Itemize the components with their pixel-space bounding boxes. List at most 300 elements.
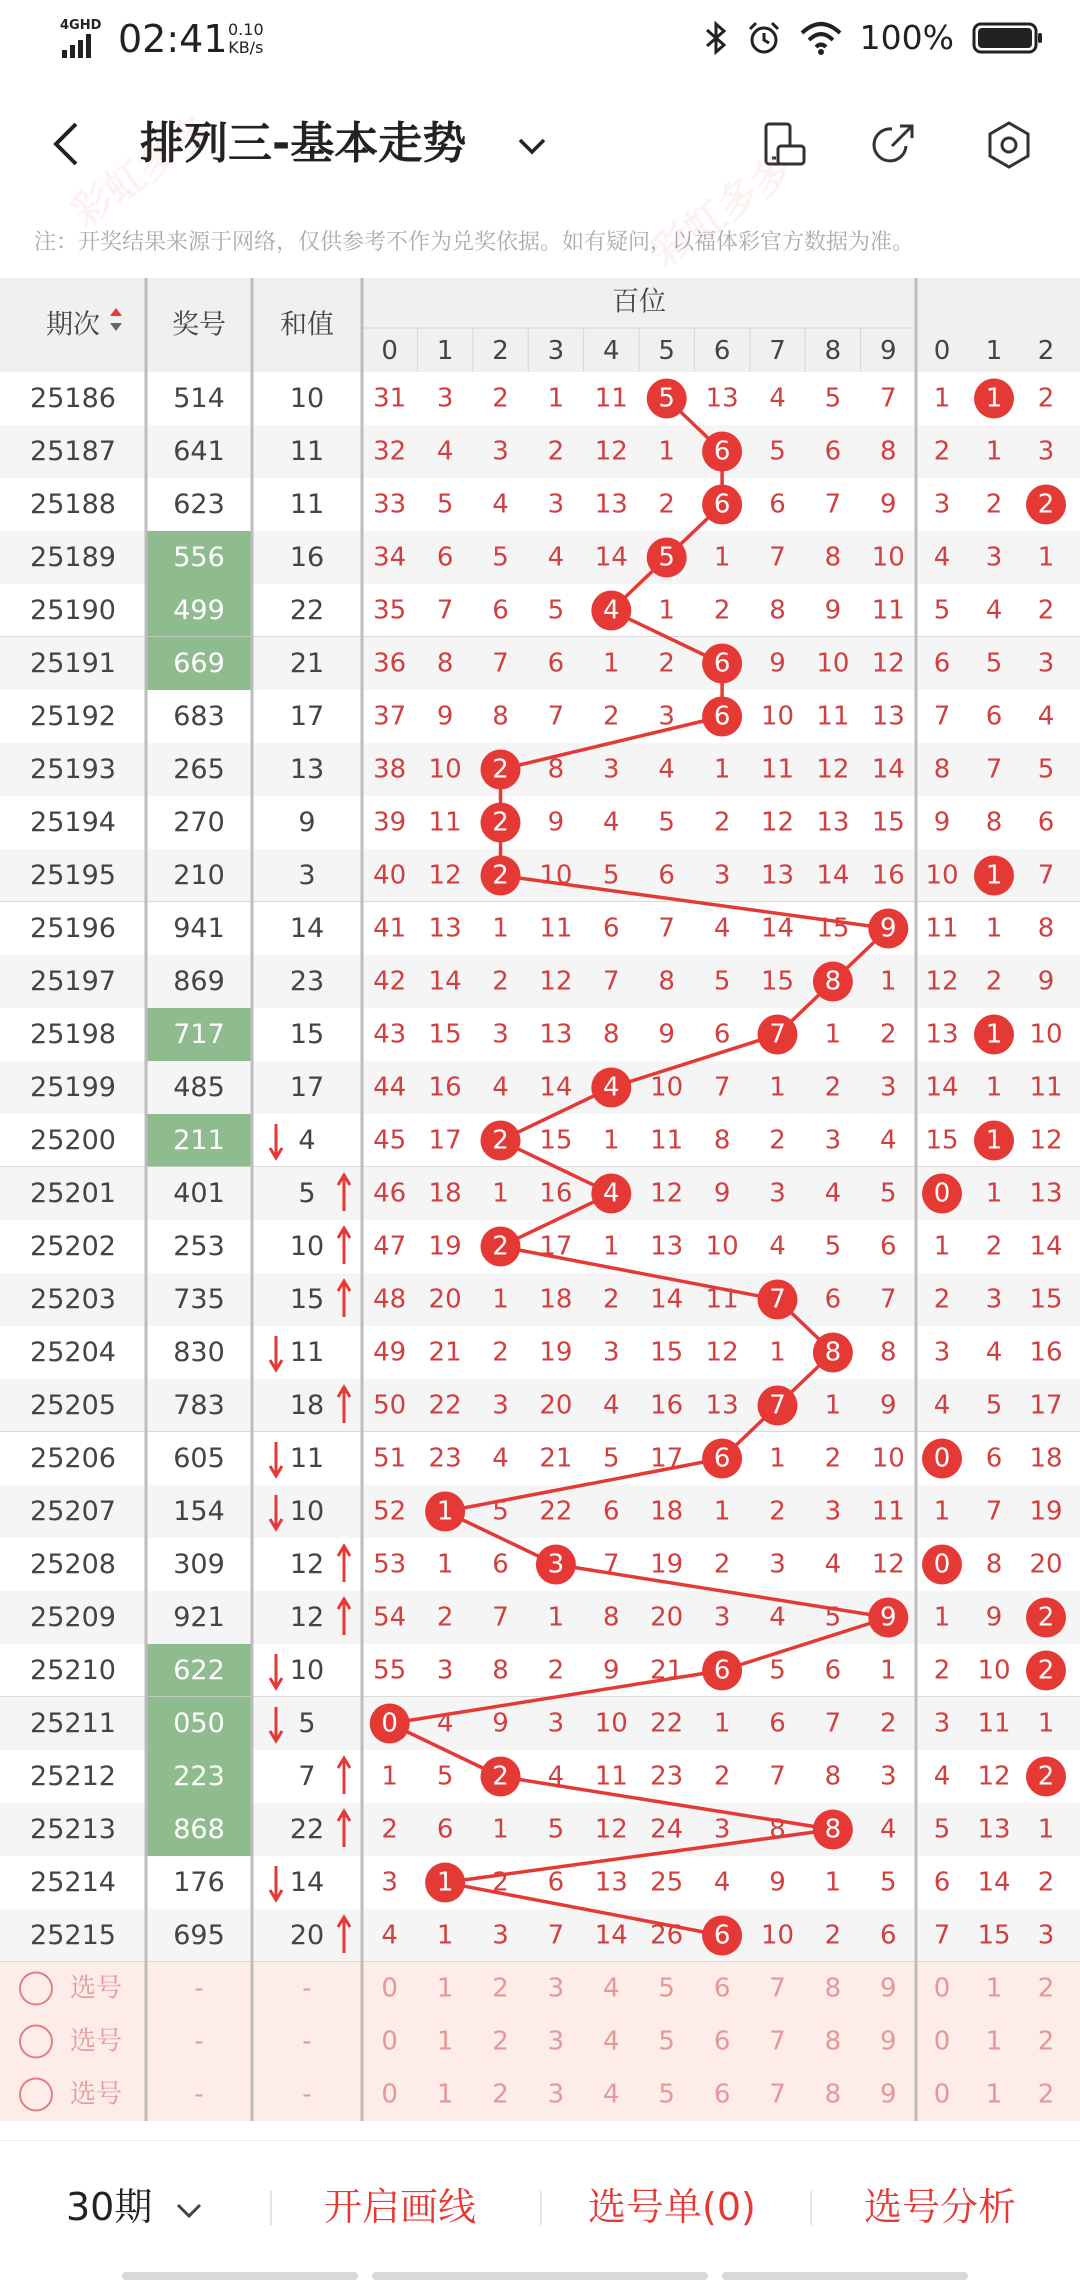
select-digit[interactable]: 1: [436, 2026, 454, 2057]
header-digit: 6: [713, 336, 731, 366]
miss-count: 7: [436, 595, 454, 626]
miss-count: 19: [650, 1549, 684, 1580]
miss-count: 9: [603, 1655, 620, 1686]
select-digit[interactable]: 5: [658, 1973, 675, 2004]
miss-count: 7: [824, 489, 842, 520]
period-cell: 25204: [30, 1337, 116, 1368]
miss-count: 6: [603, 913, 620, 944]
table-header: [0, 278, 1080, 372]
select-digit[interactable]: 7: [769, 1973, 786, 2004]
number-cell: 154: [173, 1496, 225, 1527]
select-tens-digit[interactable]: 0: [933, 1973, 951, 2004]
miss-count: 16: [871, 860, 905, 891]
select-digit[interactable]: 2: [492, 2079, 509, 2110]
bluetooth-icon: [704, 20, 728, 56]
miss-count: 13: [594, 489, 628, 520]
miss-count: 44: [373, 1072, 407, 1103]
miss-count: 1: [603, 1231, 620, 1262]
tens-miss-count: 4: [933, 542, 951, 573]
miss-count: 3: [824, 1496, 842, 1527]
number-cell: 830: [173, 1337, 225, 1368]
select-digit[interactable]: 9: [880, 2079, 897, 2110]
miss-count: 9: [436, 701, 454, 732]
sum-cell: 11: [289, 1337, 325, 1368]
select-row: [0, 1962, 1080, 2015]
tens-miss-count: 11: [1029, 1072, 1063, 1103]
miss-count: 11: [650, 1125, 684, 1156]
miss-count: 2: [547, 436, 565, 467]
select-digit[interactable]: 9: [880, 2026, 897, 2057]
tens-hit-digit: 0: [933, 1549, 951, 1580]
select-digit[interactable]: 2: [492, 2026, 509, 2057]
miss-count: 4: [880, 1814, 897, 1845]
sum-cell: 11: [289, 436, 325, 467]
miss-count: 3: [658, 701, 675, 732]
number-cell: 265: [173, 754, 225, 785]
share-icon[interactable]: [868, 120, 918, 170]
number-cell: 401: [173, 1178, 225, 1209]
number-cell: 669: [173, 648, 225, 679]
tens-miss-count: 10: [977, 1655, 1011, 1686]
select-digit[interactable]: 1: [436, 2079, 454, 2110]
miss-count: 10: [871, 1443, 905, 1474]
select-digit[interactable]: 4: [603, 2079, 620, 2110]
header-number: 奖号: [172, 309, 226, 341]
miss-count: 5: [603, 1443, 620, 1474]
select-digit[interactable]: 5: [658, 2026, 675, 2057]
miss-count: 5: [547, 595, 565, 626]
status-bar: [0, 0, 1080, 84]
select-digit[interactable]: 0: [381, 2079, 398, 2110]
period-cell: 25187: [30, 436, 116, 467]
tens-miss-count: 6: [933, 648, 951, 679]
miss-count: 34: [373, 542, 407, 573]
select-digit[interactable]: 0: [381, 2026, 398, 2057]
miss-count: 5: [880, 1178, 897, 1209]
number-cell: 210: [173, 860, 225, 891]
select-digit[interactable]: 8: [824, 2079, 842, 2110]
hit-digit: 2: [492, 1125, 509, 1156]
tens-miss-count: 12: [977, 1761, 1011, 1792]
sum-cell: 10: [289, 1231, 325, 1262]
select-sum: -: [302, 2026, 312, 2057]
miss-count: 7: [658, 913, 675, 944]
select-tens-digit[interactable]: 2: [1037, 1973, 1055, 2004]
miss-count: 4: [492, 1072, 509, 1103]
period-cell: 25195: [30, 860, 116, 891]
period-cell: 25198: [30, 1019, 116, 1050]
tens-miss-count: 7: [1037, 860, 1055, 891]
divider: [270, 2191, 272, 2225]
select-digit[interactable]: 9: [880, 1973, 897, 2004]
miss-count: 3: [880, 1761, 897, 1792]
miss-count: 6: [658, 860, 675, 891]
period-cell: 25197: [30, 966, 116, 997]
miss-count: 47: [373, 1231, 407, 1262]
select-digit[interactable]: 1: [436, 1973, 454, 2004]
select-tens-digit[interactable]: 1: [985, 2079, 1003, 2110]
miss-count: 10: [760, 701, 795, 732]
hit-digit: 6: [713, 436, 731, 467]
miss-count: 7: [880, 1284, 897, 1315]
sum-cell: 16: [289, 542, 325, 573]
select-digit[interactable]: 3: [547, 2026, 565, 2057]
miss-count: 2: [436, 1602, 454, 1633]
number-cell: 783: [173, 1390, 225, 1421]
miss-count: 1: [713, 1496, 731, 1527]
miss-count: 3: [492, 436, 509, 467]
tens-miss-count: 11: [925, 913, 959, 944]
tens-miss-count: 20: [1029, 1549, 1063, 1580]
sum-cell: 22: [289, 1814, 325, 1845]
miss-count: 5: [880, 1867, 897, 1898]
select-row: [0, 2068, 1080, 2121]
miss-count: 1: [436, 1920, 454, 1951]
select-tens-digit[interactable]: 2: [1037, 2026, 1055, 2057]
select-tens-digit[interactable]: 2: [1037, 2079, 1055, 2110]
select-digit[interactable]: 0: [381, 1973, 398, 2004]
tens-miss-count: 2: [1037, 383, 1055, 414]
back-arrow-icon[interactable]: [46, 120, 94, 168]
miss-count: 20: [428, 1284, 462, 1315]
hit-digit: 9: [880, 913, 897, 944]
miss-count: 3: [769, 1178, 786, 1209]
miss-count: 40: [373, 860, 407, 891]
table-row: [0, 372, 1080, 425]
miss-count: 3: [603, 1337, 620, 1368]
miss-count: 12: [594, 1814, 628, 1845]
tens-miss-count: 9: [1037, 966, 1055, 997]
miss-count: 6: [880, 1231, 897, 1262]
number-cell: 623: [173, 489, 225, 520]
miss-count: 12: [871, 648, 905, 679]
tens-miss-count: 4: [985, 595, 1003, 626]
tens-miss-count: 10: [925, 860, 959, 891]
select-row: [0, 2015, 1080, 2068]
select-digit[interactable]: 5: [658, 2079, 675, 2110]
miss-count: 12: [760, 807, 795, 838]
miss-count: 16: [650, 1390, 684, 1421]
select-tens-digit[interactable]: 0: [933, 2026, 951, 2057]
period-cell: 25186: [30, 383, 116, 414]
tens-miss-count: 3: [985, 1284, 1003, 1315]
miss-count: 43: [373, 1019, 407, 1050]
hit-digit: 2: [492, 1231, 509, 1262]
bottom-toolbar: [0, 2140, 1080, 2280]
miss-count: 13: [650, 1231, 684, 1262]
period-cell: 25215: [30, 1920, 116, 1951]
miss-count: 21: [428, 1337, 462, 1368]
sum-cell: 14: [289, 1867, 325, 1898]
hit-digit: 8: [824, 966, 842, 997]
miss-count: 6: [824, 1655, 842, 1686]
period-selector[interactable]: [66, 2181, 204, 2233]
tens-miss-count: 1: [933, 1496, 951, 1527]
period-cell: 25209: [30, 1602, 116, 1633]
select-digit[interactable]: 6: [713, 1973, 731, 2004]
miss-count: 1: [824, 1390, 842, 1421]
tens-miss-count: 3: [933, 1337, 951, 1368]
period-cell: 25210: [30, 1655, 116, 1686]
miss-count: 6: [492, 1549, 509, 1580]
select-tens-digit[interactable]: 1: [985, 2026, 1003, 2057]
number-cell: 717: [173, 1019, 225, 1050]
tens-miss-count: 16: [1029, 1337, 1063, 1368]
number-cell: 514: [173, 383, 225, 414]
tens-hit-digit: 1: [985, 1125, 1003, 1156]
header-digit: 8: [824, 336, 842, 366]
tens-miss-count: 5: [933, 595, 951, 626]
select-digit[interactable]: 7: [769, 2079, 786, 2110]
sum-cell: 18: [289, 1390, 325, 1421]
selection-list-button[interactable]: 选号单(0): [588, 2185, 756, 2229]
number-cell: 309: [173, 1549, 225, 1580]
tens-miss-count: 11: [977, 1708, 1011, 1739]
hit-digit: 8: [824, 1814, 842, 1845]
miss-count: 4: [824, 1549, 842, 1580]
miss-count: 9: [547, 807, 565, 838]
hit-digit: 6: [713, 1443, 731, 1474]
period-cell: 25213: [30, 1814, 116, 1845]
sum-cell: 4: [298, 1125, 316, 1156]
miss-count: 20: [650, 1602, 684, 1633]
miss-count: 9: [658, 1019, 675, 1050]
select-digit[interactable]: 8: [824, 2026, 842, 2057]
miss-count: 1: [547, 383, 565, 414]
miss-count: 2: [824, 1920, 842, 1951]
period-cell: 25190: [30, 595, 116, 626]
select-digit[interactable]: 3: [547, 2079, 565, 2110]
tens-miss-count: 8: [985, 807, 1003, 838]
tens-miss-count: 2: [933, 1284, 951, 1315]
miss-count: 2: [492, 1337, 509, 1368]
miss-count: 10: [760, 1920, 795, 1951]
table-row: [0, 1909, 1080, 1962]
miss-count: 48: [373, 1284, 407, 1315]
select-sum: -: [302, 1973, 312, 2004]
tens-miss-count: 1: [985, 436, 1003, 467]
network-speed: [228, 21, 264, 57]
miss-count: 8: [492, 701, 509, 732]
tens-miss-count: 1: [985, 1178, 1003, 1209]
select-digit[interactable]: 3: [547, 1973, 565, 2004]
tens-hit-digit: 2: [1037, 1761, 1055, 1792]
miss-count: 15: [650, 1337, 684, 1368]
miss-count: 8: [824, 1761, 842, 1792]
miss-count: 52: [373, 1496, 407, 1527]
number-cell: 485: [173, 1072, 225, 1103]
hit-digit: 6: [713, 1920, 731, 1951]
hit-digit: 1: [436, 1496, 454, 1527]
tens-miss-count: 10: [1029, 1019, 1063, 1050]
miss-count: 17: [428, 1125, 462, 1156]
miss-count: 10: [650, 1072, 684, 1103]
miss-count: 13: [760, 860, 795, 891]
tens-miss-count: 6: [985, 701, 1003, 732]
miss-count: 4: [769, 1231, 786, 1262]
tens-miss-count: 3: [933, 1708, 951, 1739]
sum-cell: 5: [298, 1708, 316, 1739]
table-row: [0, 425, 1080, 478]
tens-miss-count: 8: [985, 1549, 1003, 1580]
miss-count: 2: [880, 1708, 897, 1739]
number-cell: 921: [173, 1602, 225, 1633]
hit-digit: 3: [547, 1549, 565, 1580]
miss-count: 6: [547, 1867, 565, 1898]
miss-count: 7: [492, 1602, 509, 1633]
period-cell: 25211: [30, 1708, 116, 1739]
tens-hit-digit: 2: [1037, 1655, 1055, 1686]
miss-count: 4: [769, 383, 786, 414]
select-digit[interactable]: 2: [492, 1973, 509, 2004]
hit-digit: 2: [492, 1761, 509, 1792]
tens-miss-count: 3: [985, 542, 1003, 573]
miss-count: 10: [594, 1708, 628, 1739]
hit-digit: 7: [769, 1019, 786, 1050]
miss-count: 5: [492, 542, 509, 573]
miss-count: 1: [658, 595, 675, 626]
table-row: [0, 1591, 1080, 1644]
miss-count: 2: [381, 1814, 398, 1845]
miss-count: 2: [547, 1655, 565, 1686]
draw-line-button[interactable]: 开启画线: [324, 2185, 477, 2229]
hit-digit: 2: [492, 860, 509, 891]
miss-count: 2: [769, 1496, 786, 1527]
miss-count: 4: [658, 754, 675, 785]
miss-count: 2: [603, 701, 620, 732]
miss-count: 6: [547, 648, 565, 679]
sum-cell: 3: [298, 860, 316, 891]
miss-count: 13: [705, 383, 739, 414]
select-digit[interactable]: 6: [713, 2026, 731, 2057]
miss-count: 6: [492, 595, 509, 626]
sum-cell: 17: [289, 701, 325, 732]
select-label: 选号: [69, 2079, 123, 2110]
miss-count: 1: [658, 436, 675, 467]
miss-count: 18: [539, 1284, 573, 1315]
miss-count: 55: [373, 1655, 407, 1686]
period-cell: 25205: [30, 1390, 116, 1421]
miss-count: 19: [428, 1231, 462, 1262]
tens-miss-count: 4: [933, 1761, 951, 1792]
select-digit[interactable]: 4: [603, 2026, 620, 2057]
miss-count: 10: [871, 542, 905, 573]
miss-count: 2: [713, 1761, 731, 1792]
miss-count: 9: [880, 489, 897, 520]
miss-count: 8: [824, 542, 842, 573]
header-hundreds: 百位: [612, 286, 666, 318]
hit-digit: 4: [603, 1072, 620, 1103]
sum-cell: 11: [289, 1443, 325, 1474]
miss-count: 11: [816, 701, 850, 732]
miss-count: 17: [650, 1443, 684, 1474]
miss-count: 1: [713, 542, 731, 573]
hit-digit: 0: [381, 1708, 398, 1739]
tens-miss-count: 2: [985, 489, 1003, 520]
header-sum: 和值: [280, 309, 334, 341]
select-digit[interactable]: 7: [769, 2026, 786, 2057]
miss-count: 51: [373, 1443, 407, 1474]
miss-count: 14: [650, 1284, 684, 1315]
miss-count: 5: [436, 1761, 454, 1792]
disclaimer-notice: 注：开奖结果来源于网络，仅供参考不作为兑奖依据。如有疑问，以福体彩官方数据为准。: [34, 230, 915, 255]
miss-count: 10: [816, 648, 850, 679]
miss-count: 35: [373, 595, 407, 626]
miss-count: 53: [373, 1549, 407, 1580]
nav-indicator: [722, 2272, 968, 2280]
miss-count: 17: [539, 1231, 573, 1262]
miss-count: 2: [824, 1072, 842, 1103]
select-digit[interactable]: 4: [603, 1973, 620, 2004]
header-digit: 2: [492, 336, 509, 366]
select-tens-digit[interactable]: 1: [985, 1973, 1003, 2004]
selection-analysis-button[interactable]: 选号分析: [864, 2185, 1017, 2229]
tens-miss-count: 19: [1029, 1496, 1063, 1527]
select-tens-digit[interactable]: 0: [933, 2079, 951, 2110]
miss-count: 12: [539, 966, 573, 997]
chevron-down-icon: [174, 2195, 204, 2225]
select-number: -: [194, 1973, 204, 2004]
header-digit: 1: [436, 336, 454, 366]
miss-count: 5: [547, 1814, 565, 1845]
miss-count: 15: [539, 1125, 573, 1156]
miss-count: 7: [713, 1072, 731, 1103]
chevron-down-icon[interactable]: [514, 128, 550, 164]
tens-hit-digit: 0: [933, 1443, 951, 1474]
miss-count: 7: [547, 1920, 565, 1951]
select-digit[interactable]: 6: [713, 2079, 731, 2110]
tens-hit-digit: 1: [985, 860, 1003, 891]
miss-count: 7: [880, 383, 897, 414]
tens-miss-count: 14: [1029, 1231, 1063, 1262]
miss-count: 11: [705, 1284, 739, 1315]
number-cell: 499: [173, 595, 225, 626]
screen-rotate-icon[interactable]: [758, 120, 808, 170]
sum-cell: 14: [289, 913, 325, 944]
miss-count: 1: [769, 1072, 786, 1103]
watermark: 彩虹多多: [643, 146, 801, 277]
header-period: 期次: [46, 309, 100, 341]
settings-icon[interactable]: [984, 120, 1034, 170]
miss-count: 11: [760, 754, 795, 785]
page-title[interactable]: 排列三-基本走势: [140, 118, 467, 169]
miss-count: 1: [769, 1337, 786, 1368]
tens-miss-count: 2: [985, 1231, 1003, 1262]
sum-cell: 20: [289, 1920, 325, 1951]
miss-count: 2: [658, 489, 675, 520]
select-digit[interactable]: 8: [824, 1973, 842, 2004]
tens-miss-count: 13: [1029, 1178, 1063, 1209]
battery-percent: 100%: [859, 18, 954, 57]
miss-count: 1: [713, 1708, 731, 1739]
miss-count: 14: [539, 1072, 573, 1103]
miss-count: 11: [594, 383, 628, 414]
tens-miss-count: 1: [933, 383, 951, 414]
miss-count: 4: [603, 1390, 620, 1421]
hit-digit: 8: [824, 1337, 842, 1368]
miss-count: 4: [436, 436, 454, 467]
hit-digit: 1: [436, 1867, 454, 1898]
hit-digit: 6: [713, 701, 731, 732]
number-cell: 223: [173, 1761, 225, 1792]
miss-count: 5: [436, 489, 454, 520]
sum-cell: 10: [289, 383, 325, 414]
miss-count: 11: [594, 1761, 628, 1792]
miss-count: 2: [492, 966, 509, 997]
miss-count: 19: [539, 1337, 573, 1368]
miss-count: 32: [373, 436, 407, 467]
sum-cell: 13: [289, 754, 325, 785]
